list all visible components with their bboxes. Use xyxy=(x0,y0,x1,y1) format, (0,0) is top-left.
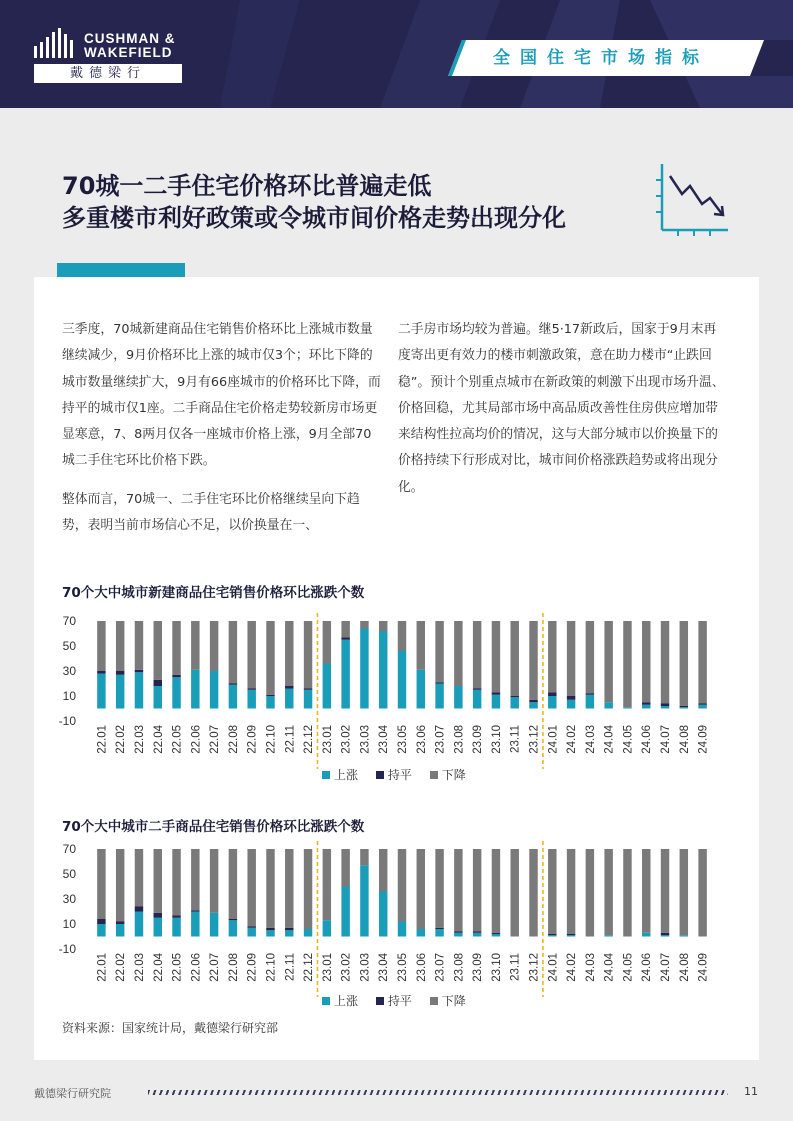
bar-down-22.03 xyxy=(135,621,143,670)
x-tick-label: 22.09 xyxy=(246,953,259,982)
legend-down-label: 下降 xyxy=(441,768,466,782)
legend-up xyxy=(322,768,358,782)
bar-down-23.06 xyxy=(417,621,425,670)
bar-up-23.02 xyxy=(341,640,349,709)
legend-flat xyxy=(376,768,412,782)
bar-down-23.01 xyxy=(323,621,331,664)
title-line1: 70城一二手住宅价格环比普遍走低 xyxy=(62,172,432,200)
page-header xyxy=(0,0,793,108)
legend-up-swatch xyxy=(322,997,330,1005)
x-tick-label: 22.11 xyxy=(284,953,297,981)
chart2-resale-homes xyxy=(34,835,759,1015)
x-tick-label: 22.09 xyxy=(246,725,259,754)
bar-flat-23.11 xyxy=(511,696,519,697)
bar-up-22.01 xyxy=(97,674,105,709)
y-tick-label: 30 xyxy=(62,664,76,678)
x-tick-label: 24.05 xyxy=(622,953,635,982)
y-tick-label: 70 xyxy=(62,614,76,628)
bar-down-24.09 xyxy=(698,849,706,937)
legend-down-swatch xyxy=(430,771,438,779)
bar-up-23.08 xyxy=(454,686,462,709)
bar-up-22.12 xyxy=(304,929,312,937)
bar-down-24.07 xyxy=(661,849,669,933)
bar-down-22.06 xyxy=(191,849,199,910)
legend-flat-label: 持平 xyxy=(387,994,412,1008)
bar-down-23.03 xyxy=(360,849,368,865)
bar-down-23.05 xyxy=(398,849,406,922)
bar-flat-24.01 xyxy=(548,692,556,696)
bar-down-22.09 xyxy=(247,621,255,689)
x-tick-label: 23.04 xyxy=(378,725,391,754)
y-tick-label: 50 xyxy=(62,639,76,653)
x-tick-label: 24.03 xyxy=(584,725,597,754)
x-tick-label: 24.02 xyxy=(566,725,579,754)
bar-up-23.02 xyxy=(341,887,349,937)
bar-down-23.05 xyxy=(398,621,406,651)
downtrend-chart-icon xyxy=(656,160,736,240)
page-title xyxy=(62,170,566,234)
logo-mark-icon xyxy=(34,28,78,58)
x-tick-label: 23.06 xyxy=(415,953,428,982)
x-tick-label: 24.05 xyxy=(622,725,635,754)
legend-up-swatch xyxy=(322,771,330,779)
x-tick-label: 23.02 xyxy=(340,953,353,982)
bar-down-23.08 xyxy=(454,849,462,932)
bar-down-23.04 xyxy=(379,621,387,631)
paragraph-1: 三季度，70城新建商品住宅销售价格环比上涨城市数量继续减少，9月价格环比上涨的城市仅3个；环比下降的城市数量继续扩大，9月有66座城市的价格环比下降，而持平的城市仅1座。二手商品住宅价格走势较新房市场更显寒意，7、8两月仅各一座城市价格上涨，9月全部70城二手住宅环比价格下跌。 xyxy=(62,322,381,469)
bar-up-23.10 xyxy=(492,695,500,709)
logo-text-en xyxy=(84,32,176,60)
bar-up-23.09 xyxy=(473,933,481,937)
x-tick-label: 22.07 xyxy=(209,725,222,754)
bar-flat-24.06 xyxy=(642,702,650,705)
bar-down-22.05 xyxy=(172,849,180,915)
bar-up-22.09 xyxy=(247,690,255,709)
bar-down-24.04 xyxy=(604,849,612,935)
bar-flat-24.02 xyxy=(567,934,575,935)
legend-up-label: 上涨 xyxy=(334,768,359,782)
x-tick-label: 24.01 xyxy=(547,725,560,754)
bar-flat-22.03 xyxy=(135,907,143,912)
x-tick-label: 24.01 xyxy=(547,953,560,982)
bar-down-24.09 xyxy=(698,621,706,704)
bar-flat-23.10 xyxy=(492,692,500,695)
page-number: 11 xyxy=(744,1085,758,1098)
bar-up-24.07 xyxy=(661,935,669,936)
bar-up-22.06 xyxy=(191,670,199,709)
bar-flat-23.10 xyxy=(492,933,500,934)
chart1-new-homes xyxy=(34,607,759,787)
bar-down-24.03 xyxy=(586,621,594,694)
bar-down-22.10 xyxy=(266,849,274,928)
x-tick-label: 23.09 xyxy=(472,725,485,754)
bar-flat-22.11 xyxy=(285,686,293,689)
bar-up-23.03 xyxy=(360,629,368,709)
bar-down-23.06 xyxy=(417,849,425,929)
bar-up-23.05 xyxy=(398,922,406,937)
x-tick-label: 24.08 xyxy=(678,953,691,982)
x-tick-label: 22.03 xyxy=(133,725,146,754)
x-tick-label: 22.04 xyxy=(152,725,165,754)
legend-flat xyxy=(376,994,412,1008)
chart1-legend xyxy=(322,766,480,783)
bar-flat-24.07 xyxy=(661,704,669,707)
bar-flat-22.12 xyxy=(304,689,312,690)
title-line2: 多重楼市利好政策或令城市间价格走势出现分化 xyxy=(62,204,566,232)
chart1-title: 70个大中城市新建商品住宅销售价格环比涨跌个数 xyxy=(62,585,365,601)
bar-down-22.01 xyxy=(97,621,105,671)
x-tick-label: 23.12 xyxy=(528,725,541,754)
bar-up-22.03 xyxy=(135,912,143,937)
bar-down-24.07 xyxy=(661,621,669,704)
x-tick-label: 22.12 xyxy=(303,725,316,754)
x-tick-label: 23.11 xyxy=(509,953,522,981)
bar-up-22.11 xyxy=(285,689,293,709)
bar-flat-24.02 xyxy=(567,696,575,700)
chart2-legend xyxy=(322,992,480,1009)
bar-down-22.07 xyxy=(210,621,218,671)
x-tick-label: 23.08 xyxy=(453,953,466,982)
bar-down-24.06 xyxy=(642,849,650,933)
x-tick-label: 23.03 xyxy=(359,725,372,754)
y-tick-label: -10 xyxy=(58,942,76,956)
bar-down-22.11 xyxy=(285,621,293,686)
y-tick-label: 10 xyxy=(62,917,76,931)
legend-up-label: 上涨 xyxy=(334,994,359,1008)
x-tick-label: 22.02 xyxy=(115,725,128,754)
x-tick-label: 24.06 xyxy=(641,953,654,982)
bar-down-22.08 xyxy=(229,621,237,684)
bar-up-22.03 xyxy=(135,672,143,708)
bar-up-22.04 xyxy=(154,918,162,937)
y-tick-label: 10 xyxy=(62,689,76,703)
bar-up-23.07 xyxy=(435,684,443,709)
bar-up-24.05 xyxy=(623,707,631,708)
bar-up-22.05 xyxy=(172,677,180,708)
bar-flat-22.08 xyxy=(229,684,237,685)
x-tick-label: 23.05 xyxy=(397,725,409,754)
x-tick-label: 23.04 xyxy=(378,953,391,982)
x-tick-label: 23.07 xyxy=(434,725,447,754)
bar-down-23.11 xyxy=(511,849,519,937)
bar-up-24.03 xyxy=(586,695,594,709)
bar-flat-22.10 xyxy=(266,928,274,931)
source-note: 资料来源：国家统计局，戴德梁行研究部 xyxy=(62,1021,279,1035)
bar-up-22.01 xyxy=(97,924,105,937)
bar-up-22.06 xyxy=(191,912,199,937)
x-tick-label: 24.03 xyxy=(584,953,597,982)
bar-flat-22.05 xyxy=(172,915,180,918)
bar-up-23.01 xyxy=(323,664,331,709)
bar-down-23.02 xyxy=(341,849,349,887)
bar-down-22.08 xyxy=(229,849,237,919)
bar-up-24.02 xyxy=(567,700,575,709)
bar-up-22.10 xyxy=(266,930,274,936)
bar-down-22.02 xyxy=(116,621,124,671)
text-column-right xyxy=(398,317,728,513)
y-tick-label: -10 xyxy=(58,714,76,728)
bar-down-23.07 xyxy=(435,849,443,928)
bar-up-24.07 xyxy=(661,706,669,709)
bar-flat-23.09 xyxy=(473,932,481,933)
bar-down-22.03 xyxy=(135,849,143,907)
legend-down xyxy=(430,768,466,782)
bar-down-23.08 xyxy=(454,621,462,686)
x-tick-label: 23.03 xyxy=(359,953,372,982)
x-tick-label: 23.10 xyxy=(490,725,503,754)
bar-flat-24.01 xyxy=(548,934,556,935)
x-tick-label: 22.10 xyxy=(265,953,278,982)
bar-down-23.10 xyxy=(492,621,500,692)
bar-down-24.04 xyxy=(604,621,612,702)
x-tick-label: 24.08 xyxy=(678,725,691,754)
bar-up-23.04 xyxy=(379,631,387,709)
footer-label: 戴德梁行研究院 xyxy=(34,1087,111,1100)
x-tick-label: 22.02 xyxy=(115,953,128,982)
x-tick-label: 23.06 xyxy=(415,725,428,754)
bar-up-22.08 xyxy=(229,685,237,709)
x-tick-label: 24.09 xyxy=(697,725,710,754)
bar-flat-22.09 xyxy=(247,689,255,690)
bar-up-24.04 xyxy=(604,935,612,936)
bar-up-22.11 xyxy=(285,930,293,936)
bar-up-23.08 xyxy=(454,933,462,937)
x-tick-label: 22.07 xyxy=(209,953,222,982)
bar-down-24.05 xyxy=(623,849,631,937)
bar-flat-22.04 xyxy=(154,913,162,918)
bar-up-22.12 xyxy=(304,690,312,709)
x-tick-label: 22.08 xyxy=(227,953,240,982)
legend-flat-swatch xyxy=(376,771,384,779)
bar-down-22.06 xyxy=(191,621,199,670)
y-tick-label: 50 xyxy=(62,867,76,881)
x-tick-label: 22.01 xyxy=(96,725,109,754)
bar-up-22.02 xyxy=(116,675,124,709)
bar-down-23.10 xyxy=(492,849,500,933)
bar-up-24.08 xyxy=(680,707,688,708)
bar-up-23.09 xyxy=(473,690,481,709)
logo-line2: WAKEFIELD xyxy=(84,45,173,60)
bar-flat-22.02 xyxy=(116,671,124,675)
x-tick-label: 23.08 xyxy=(453,725,466,754)
bar-flat-22.01 xyxy=(97,671,105,674)
legend-down-swatch xyxy=(430,997,438,1005)
x-tick-label: 22.08 xyxy=(227,725,240,754)
bar-flat-23.09 xyxy=(473,689,481,690)
bar-down-22.12 xyxy=(304,849,312,929)
bar-flat-22.01 xyxy=(97,919,105,924)
bar-flat-22.04 xyxy=(154,680,162,686)
bar-up-24.02 xyxy=(567,935,575,936)
x-tick-label: 22.04 xyxy=(152,953,165,982)
bar-up-23.11 xyxy=(511,697,519,708)
x-tick-label: 23.12 xyxy=(528,953,541,982)
legend-down-label: 下降 xyxy=(441,994,466,1008)
bar-down-24.01 xyxy=(548,849,556,934)
bar-down-23.02 xyxy=(341,621,349,637)
bar-up-23.04 xyxy=(379,892,387,937)
bar-flat-22.02 xyxy=(116,922,124,925)
bar-down-22.10 xyxy=(266,621,274,695)
bar-down-23.01 xyxy=(323,849,331,920)
x-tick-label: 23.01 xyxy=(321,953,334,982)
bar-down-23.09 xyxy=(473,849,481,932)
paragraph-3: 二手房市场均较为普遍。继5·17新政后，国家于9月末再度寄出更有效力的楼市刺激政策，意在助力楼市“止跌回稳”。预计个别重点城市在新政策的刺激下出现市场升温、价格回稳，尤其局部市场中高品质改善性住房供应增加带来结构性拉高均价的情况，这与大部分城市以价换量下的价格持续下行形成对比，城市间价格涨跌趋势或将出现分化。 xyxy=(398,322,725,495)
bar-up-24.06 xyxy=(642,933,650,937)
logo-line1: CUSHMAN & xyxy=(84,31,176,46)
x-tick-label: 23.01 xyxy=(321,725,334,754)
bar-flat-22.03 xyxy=(135,670,143,673)
x-tick-label: 24.06 xyxy=(641,725,654,754)
bar-up-24.01 xyxy=(548,696,556,709)
x-tick-label: 23.10 xyxy=(490,953,503,982)
x-tick-label: 24.09 xyxy=(697,953,710,982)
bar-down-23.03 xyxy=(360,621,368,629)
bar-up-22.08 xyxy=(229,920,237,936)
section-banner-title: 全国住宅市场指标 xyxy=(493,48,709,68)
x-tick-label: 22.06 xyxy=(190,953,203,982)
y-tick-label: 70 xyxy=(62,842,76,856)
bar-up-23.06 xyxy=(417,670,425,709)
x-tick-label: 24.04 xyxy=(603,953,616,982)
bar-up-23.10 xyxy=(492,934,500,937)
footer-divider xyxy=(148,1090,728,1095)
bar-down-23.07 xyxy=(435,621,443,682)
bar-up-23.03 xyxy=(360,865,368,936)
bar-down-24.01 xyxy=(548,621,556,692)
bar-down-24.08 xyxy=(680,621,688,706)
bar-flat-22.05 xyxy=(172,675,180,678)
bar-up-22.07 xyxy=(210,913,218,937)
legend-up xyxy=(322,994,358,1008)
bar-up-24.01 xyxy=(548,935,556,936)
legend-down xyxy=(430,994,466,1008)
bar-down-22.12 xyxy=(304,621,312,689)
bar-flat-22.11 xyxy=(285,928,293,931)
paragraph-2: 整体而言，70城一、二手住宅环比价格继续呈向下趋势，表明当前市场信心不足，以价换量在一、 xyxy=(62,491,360,534)
bar-up-24.04 xyxy=(604,702,612,708)
x-tick-label: 23.02 xyxy=(340,725,353,754)
x-tick-label: 22.05 xyxy=(171,953,184,982)
bar-flat-24.09 xyxy=(698,704,706,705)
bar-up-22.10 xyxy=(266,696,274,709)
bar-down-24.05 xyxy=(623,621,631,707)
bar-up-23.12 xyxy=(529,702,537,708)
bar-down-24.06 xyxy=(642,621,650,702)
bar-up-22.05 xyxy=(172,918,180,937)
bar-down-23.11 xyxy=(511,621,519,696)
bar-down-23.12 xyxy=(529,849,537,937)
x-tick-label: 22.10 xyxy=(265,725,278,754)
x-tick-label: 22.05 xyxy=(171,725,184,754)
chart2-title: 70个大中城市二手商品住宅销售价格环比涨跌个数 xyxy=(62,819,365,835)
x-tick-label: 22.01 xyxy=(96,953,109,982)
bar-up-22.02 xyxy=(116,924,124,937)
bar-up-23.05 xyxy=(398,651,406,709)
bar-down-22.07 xyxy=(210,849,218,913)
x-tick-label: 22.11 xyxy=(284,725,297,753)
bar-flat-24.08 xyxy=(680,706,688,707)
x-tick-label: 23.11 xyxy=(509,725,522,753)
bar-down-23.04 xyxy=(379,849,387,892)
bar-up-23.07 xyxy=(435,929,443,937)
x-tick-label: 22.03 xyxy=(133,953,146,982)
bar-down-24.02 xyxy=(567,621,575,696)
x-tick-label: 24.07 xyxy=(660,725,673,754)
bar-flat-22.08 xyxy=(229,919,237,920)
bar-up-22.07 xyxy=(210,671,218,709)
x-tick-label: 24.07 xyxy=(660,953,673,982)
bar-flat-24.03 xyxy=(586,694,594,695)
bar-flat-23.07 xyxy=(435,682,443,683)
bar-down-24.02 xyxy=(567,849,575,934)
bar-flat-23.02 xyxy=(341,637,349,640)
bar-down-23.12 xyxy=(529,621,537,700)
bar-flat-22.10 xyxy=(266,695,274,696)
bar-flat-24.07 xyxy=(661,933,669,936)
bar-up-24.09 xyxy=(698,705,706,709)
bar-flat-23.07 xyxy=(435,928,443,929)
text-column-left xyxy=(62,317,384,551)
accent-bar xyxy=(57,263,185,277)
legend-flat-label: 持平 xyxy=(387,768,412,782)
y-tick-label: 30 xyxy=(62,892,76,906)
bar-down-24.08 xyxy=(680,849,688,935)
bar-down-22.11 xyxy=(285,849,293,928)
x-tick-label: 22.12 xyxy=(303,953,316,982)
x-tick-label: 22.06 xyxy=(190,725,203,754)
bar-down-22.04 xyxy=(154,849,162,913)
x-tick-label: 24.04 xyxy=(603,725,616,754)
bar-up-24.08 xyxy=(680,935,688,936)
bar-down-22.04 xyxy=(154,621,162,680)
bar-down-22.09 xyxy=(247,849,255,927)
bar-up-22.09 xyxy=(247,928,255,937)
logo-text-cn: 戴德梁行 xyxy=(34,64,182,83)
bar-up-23.06 xyxy=(417,929,425,937)
bar-down-22.01 xyxy=(97,849,105,919)
bar-up-22.04 xyxy=(154,686,162,709)
content-card xyxy=(34,277,759,1060)
bar-down-22.02 xyxy=(116,849,124,922)
bar-flat-23.08 xyxy=(454,932,462,933)
bar-flat-22.06 xyxy=(191,910,199,911)
x-tick-label: 23.05 xyxy=(397,953,409,982)
legend-flat-swatch xyxy=(376,997,384,1005)
x-tick-label: 24.02 xyxy=(566,953,579,982)
bar-flat-22.09 xyxy=(247,927,255,928)
x-tick-label: 23.07 xyxy=(434,953,447,982)
bar-up-24.06 xyxy=(642,705,650,709)
bar-down-24.03 xyxy=(586,849,594,937)
bar-up-23.01 xyxy=(323,920,331,936)
x-tick-label: 23.09 xyxy=(472,953,485,982)
bar-flat-23.12 xyxy=(529,700,537,703)
bar-down-23.09 xyxy=(473,621,481,689)
bar-down-22.05 xyxy=(172,621,180,675)
